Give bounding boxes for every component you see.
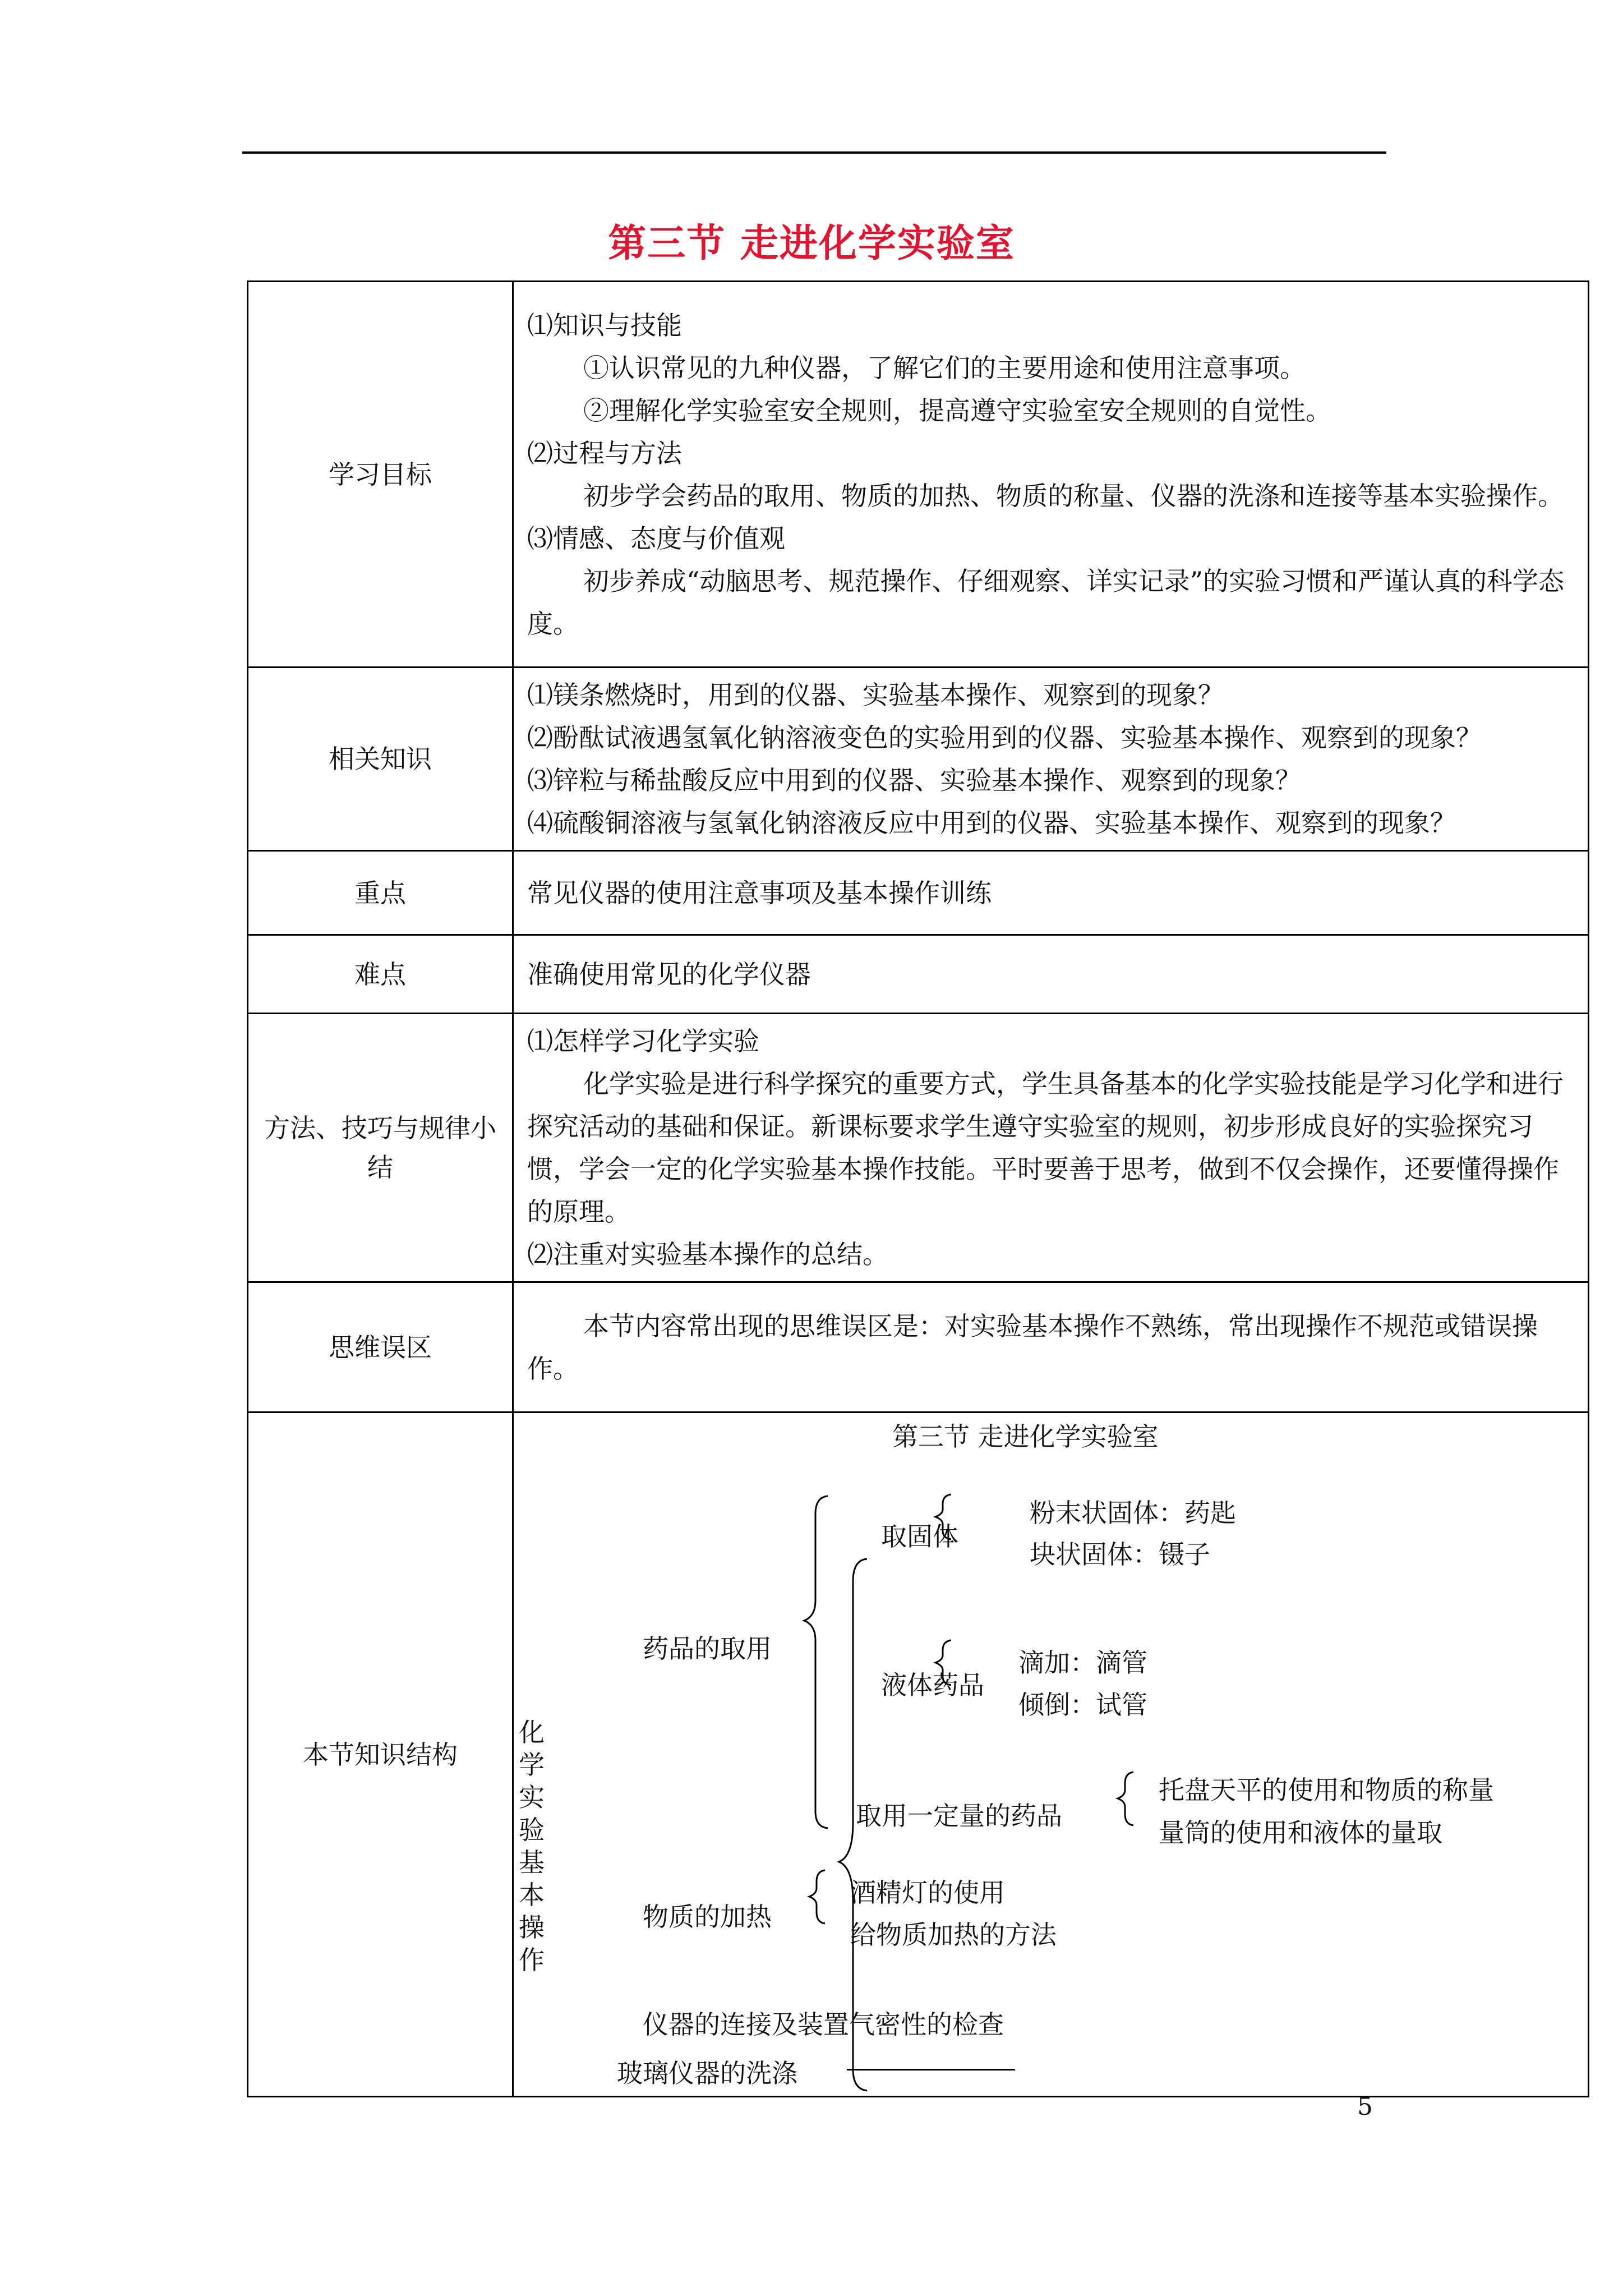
node-liquid: 液体药品 [881,1670,984,1700]
methods-label: 方法、技巧与规律小结 [248,1014,513,1282]
table-row [248,851,1589,935]
page-title: 第三节 走进化学实验室 [608,221,1015,266]
table-row [248,1282,1589,1412]
node-powder: 粉末状固体：药匙 [1030,1498,1236,1528]
objectives-line: ①认识常见的九种仪器，了解它们的主要用途和使用注意事项。 [583,352,1306,383]
methods-content [513,1014,1589,1282]
misconceptions-content [513,1282,1589,1412]
objectives-line: ②理解化学实验室安全规则，提高遵守实验室安全规则的自觉性。 [583,395,1331,426]
quantity-brace [1118,1772,1133,1825]
heating-brace [809,1870,825,1924]
node-connection: 仪器的连接及装置气密性的检查 [643,2009,1004,2040]
node-cylinder: 量筒的使用和液体的量取 [1159,1818,1442,1848]
node-washing: 玻璃仪器的洗涤 [617,2058,797,2088]
difficulty-label: 难点 [248,935,513,1014]
related-line: ⑴镁条燃烧时，用到的仪器、实验基本操作、观察到的现象？ [527,680,1224,710]
objectives-line: ⑶情感、态度与价值观 [527,523,785,554]
objectives-label: 学习目标 [248,282,513,668]
diagram-root-char: 学 [519,1750,545,1780]
node-drip: 滴加：滴管 [1018,1648,1147,1678]
node-lamp: 酒精灯的使用 [850,1878,1005,1908]
lesson-table [247,280,1589,2097]
bottom-rule [847,2069,1015,2070]
node-heat-method: 给物质加热的方法 [850,1920,1057,1950]
diagram-root-char: 化 [519,1717,545,1747]
key-label: 重点 [248,851,513,935]
node-balance: 托盘天平的使用和物质的称量 [1159,1775,1494,1805]
node-block: 块状固体：镊子 [1030,1539,1210,1570]
key-content: 常见仪器的使用注意事项及基本操作训练 [513,851,1589,935]
table-row [248,1412,1589,2097]
diagram-root-char: 本 [519,1880,545,1910]
diagram-root-char: 操 [519,1912,545,1943]
node-heating: 物质的加热 [643,1902,772,1932]
node-quantity: 取用一定量的药品 [856,1801,1062,1831]
related-content [513,668,1589,851]
misconceptions-label: 思维误区 [248,1282,513,1412]
related-line: ⑵酚酞试液遇氢氧化钠溶液变色的实验用到的仪器、实验基本操作、观察到的现象？ [527,723,1482,753]
structure-content [513,1412,1589,2097]
diagram-root-char: 基 [519,1847,545,1878]
node-pour: 倾倒：试管 [1018,1690,1147,1720]
diagram-root-char: 作 [519,1945,545,1975]
structure-label: 本节知识结构 [248,1412,513,2097]
misconceptions-text: 本节内容常出现的思维误区是：对实验基本操作不熟练，常出现操作不规范或错误操作。 [527,1310,1538,1384]
drug-taking-brace [804,1496,828,1828]
header-rule [242,151,1386,154]
related-line: ⑶锌粒与稀盐酸反应中用到的仪器、实验基本操作、观察到的现象？ [527,765,1301,795]
objectives-line: 初步学会药品的取用、物质的加热、物质的称量、仪器的洗涤和连接等基本实验操作。 [583,480,1564,511]
methods-line: 化学实验是进行科学探究的重要方式，学生具备基本的化学实验技能是学习化学和进行探究活动的基础和保证。新课标要求学生遵守实验室的规则，初步形成良好的实验探究习惯，学会一定的化学实验基本操作技能。平时要善于思考，做到不仅会操作，还要懂得操作的原理。 [527,1069,1564,1227]
node-drug-taking: 药品的取用 [643,1634,772,1664]
knowledge-structure-diagram [514,1413,1588,2086]
objectives-line: 初步养成“动脑思考、规范操作、仔细观察、详实记录”的实验习惯和严谨认真的科学态度。 [527,565,1565,639]
table-row [248,282,1589,668]
table-row [248,668,1589,851]
table-row [248,1014,1589,1282]
methods-line: ⑵注重对实验基本操作的总结。 [527,1239,888,1269]
methods-line: ⑴怎样学习化学实验 [527,1026,759,1056]
diagram-title: 第三节 走进化学实验室 [892,1421,1159,1452]
objectives-line: ⑵过程与方法 [527,438,682,468]
diagram-root-char: 实 [519,1782,545,1812]
objectives-content [513,282,1589,668]
related-line: ⑷硫酸铜溶液与氢氧化钠溶液反应中用到的仪器、实验基本操作、观察到的现象？ [527,808,1456,838]
related-label: 相关知识 [248,668,513,851]
diagram-root [515,1716,548,1976]
objectives-line: ⑴知识与技能 [527,310,682,341]
table-row [248,935,1589,1014]
difficulty-content: 准确使用常见的化学仪器 [513,935,1589,1014]
page-number: 5 [1357,2092,1373,2121]
diagram-root-char: 验 [519,1815,545,1845]
node-solid: 取固体 [881,1521,958,1552]
